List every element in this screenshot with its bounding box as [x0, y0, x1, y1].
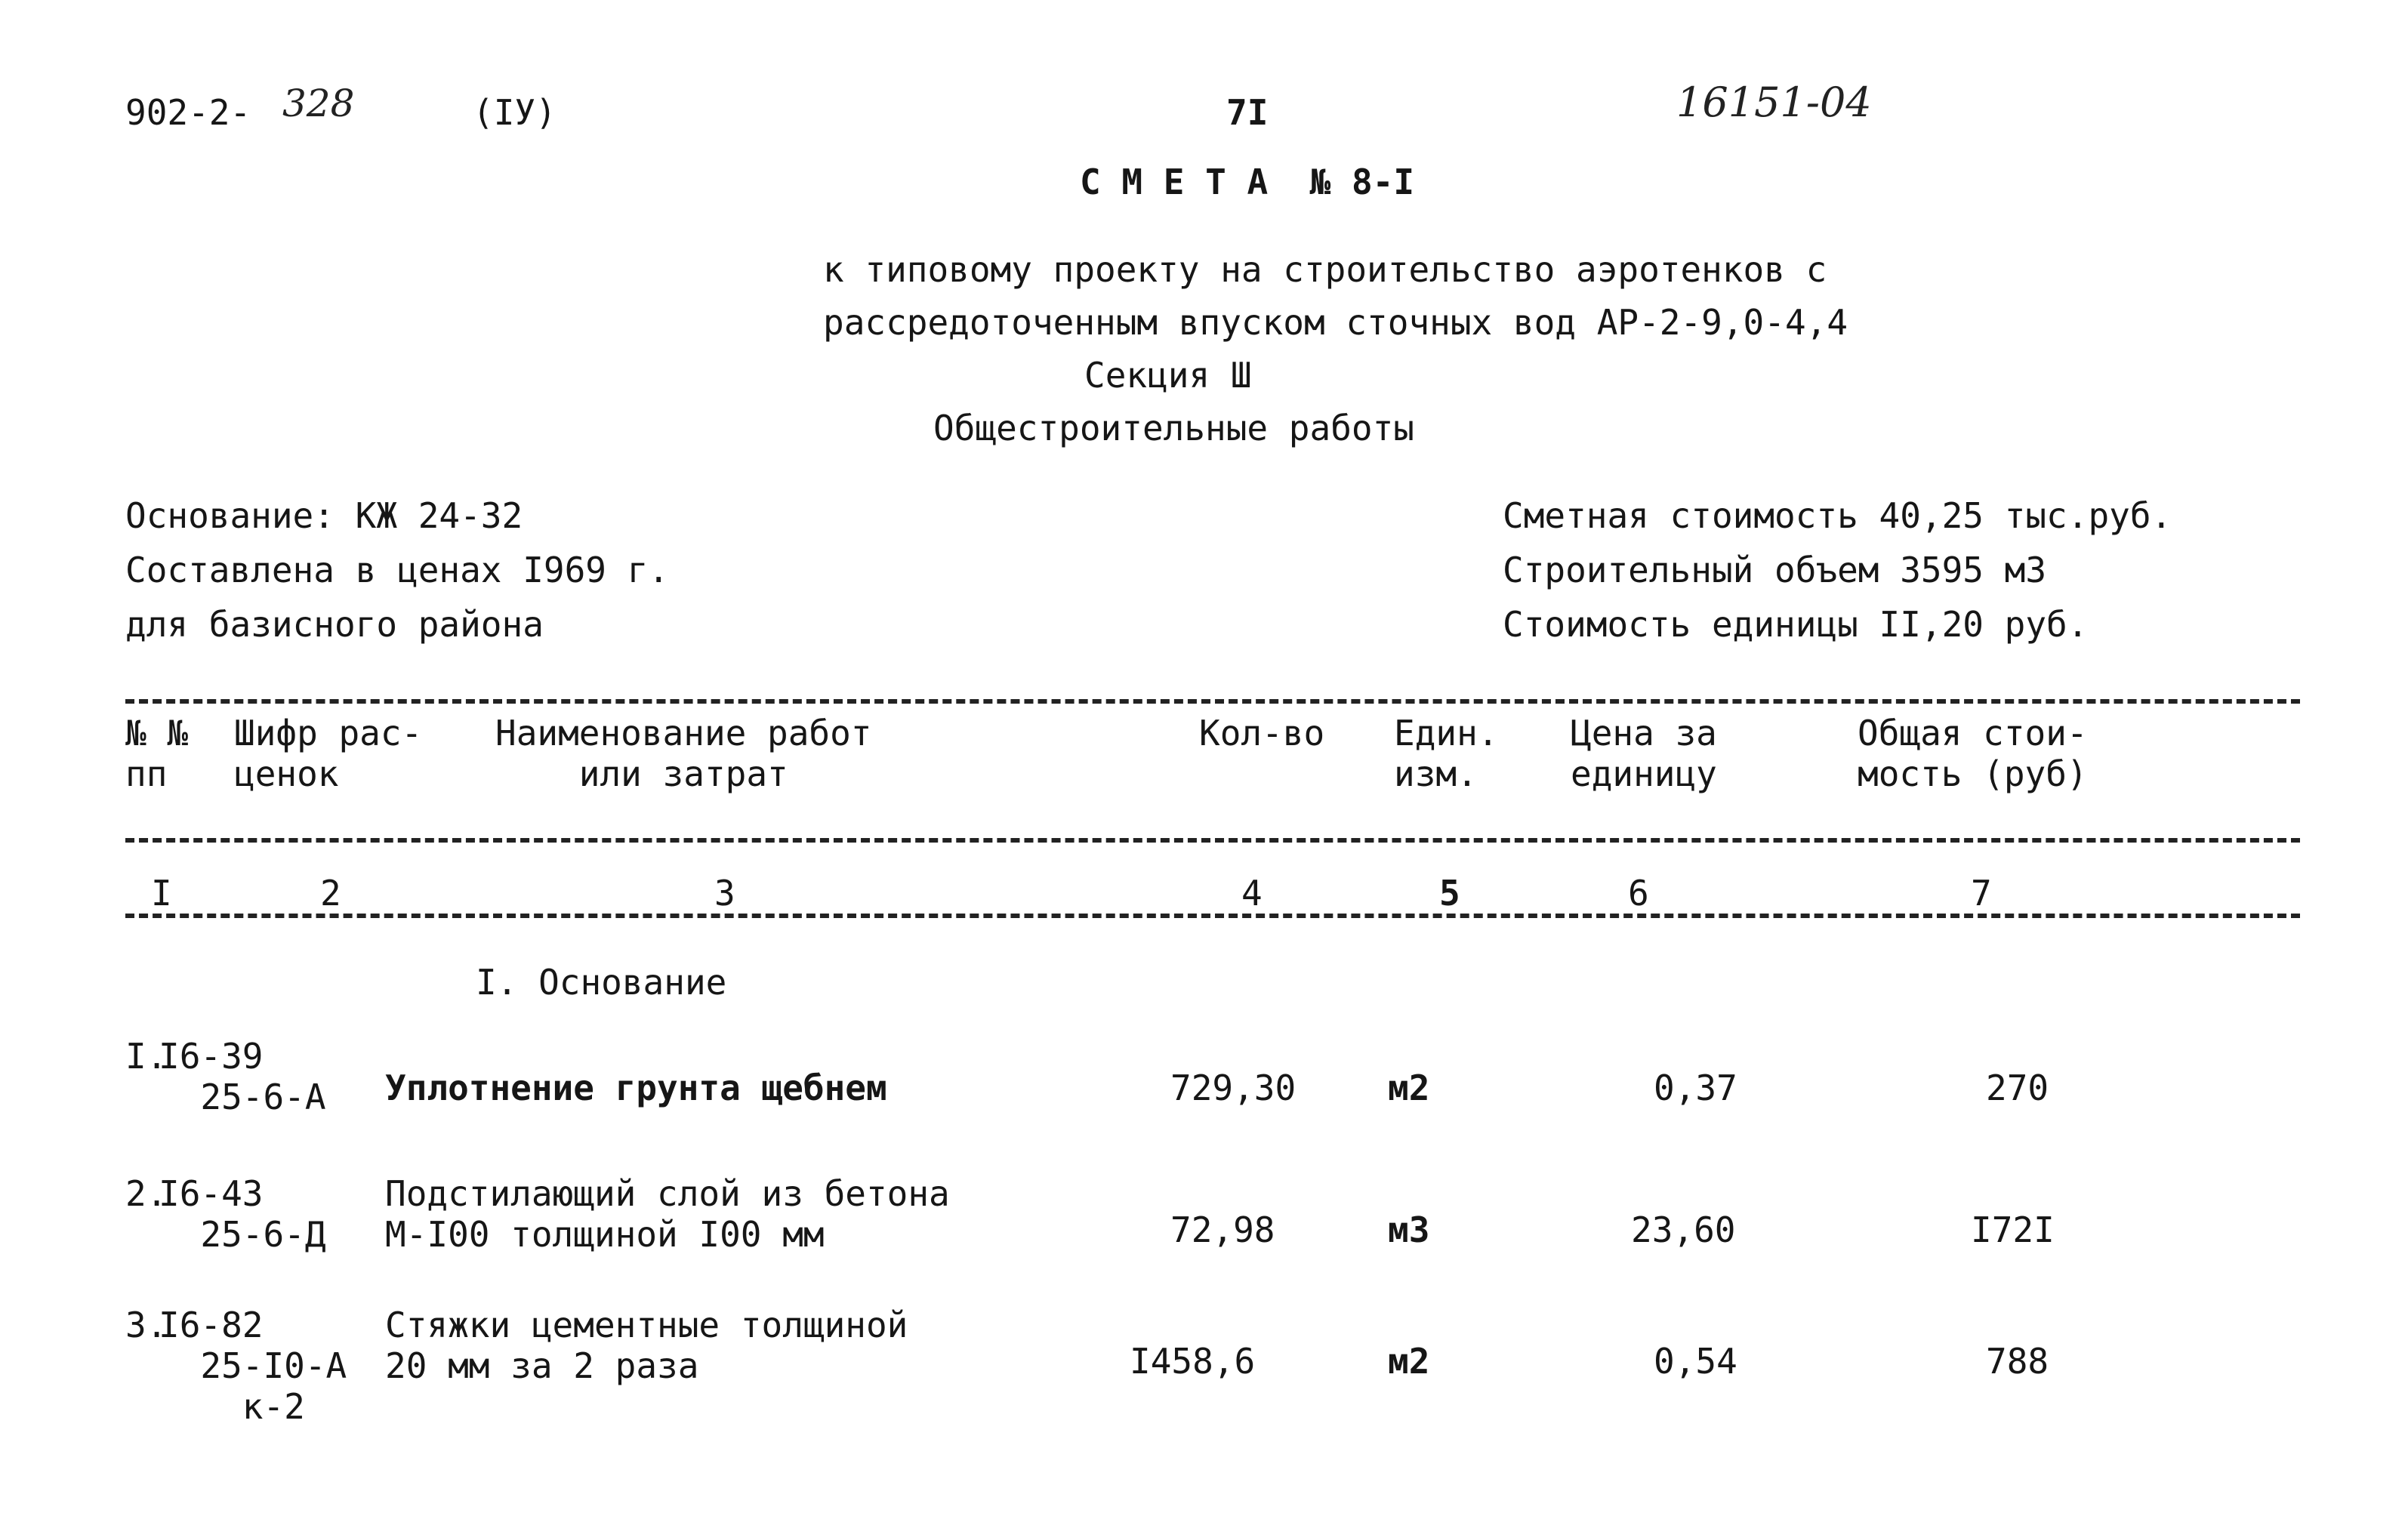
column-header-code: Шифр рас- ценок [234, 713, 423, 794]
column-number-4: 4 [1241, 873, 1263, 914]
document-code-handwritten: 16151-04 [1676, 79, 1872, 126]
row-1-code: I6-39 25-6-А [159, 1036, 326, 1117]
building-volume-line: Строительный объем 3595 м3 [1503, 550, 2047, 590]
series-code: 902-2- [125, 92, 251, 133]
estimate-title: С М Е Т А № 8-I [1080, 162, 1415, 202]
row-1-unit: м2 [1388, 1068, 1430, 1108]
row-2-number: 2. [125, 1173, 168, 1214]
title-line-1: к типовому проекту на строительство аэротенков с [823, 249, 1827, 290]
row-1-quantity: 729,30 [1170, 1068, 1296, 1108]
row-1-total: 270 [1986, 1068, 2049, 1108]
title-line-2: рассредоточенным впуском сточных вод АР-2-9,0-4,4 [823, 302, 1848, 343]
column-numbers-rule [125, 914, 2300, 918]
row-2-total: I72I [1971, 1209, 2055, 1250]
column-header-name: Наименование работ или затрат [495, 713, 872, 794]
section-heading: I. Основание [476, 962, 727, 1003]
row-2-unit: м3 [1388, 1209, 1430, 1250]
row-1-price: 0,37 [1654, 1068, 1737, 1108]
series-handwritten-number: 328 [282, 82, 355, 125]
page-number: 7I [1226, 92, 1269, 133]
row-3-name: Стяжки цементные толщиной 20 мм за 2 раза [385, 1305, 908, 1386]
estimated-cost-line: Сметная стоимость 40,25 тыс.руб. [1503, 495, 2172, 536]
column-header-number: № № пп [125, 713, 189, 794]
column-number-6: 6 [1628, 873, 1649, 914]
row-3-number: 3. [125, 1305, 168, 1345]
column-header-price: Цена за единицу [1571, 713, 1717, 794]
row-2-code: I6-43 25-6-Д [159, 1173, 326, 1255]
column-number-7: 7 [1971, 873, 1992, 914]
row-3-quantity: I458,6 [1130, 1341, 1256, 1382]
row-1-number: I. [125, 1036, 168, 1077]
volume-label: (IУ) [473, 92, 557, 133]
row-3-code: I6-82 25-I0-А к-2 [159, 1305, 347, 1427]
column-number-3: 3 [714, 873, 735, 914]
column-header-quantity: Кол-во [1199, 713, 1325, 753]
section-label: Секция Ш [1084, 355, 1252, 396]
row-2-price: 23,60 [1631, 1209, 1736, 1250]
column-header-unit: Един. изм. [1394, 713, 1499, 794]
unit-cost-line: Стоимость единицы II,20 руб. [1503, 604, 2089, 645]
row-1-name: Уплотнение грунта щебнем [385, 1068, 887, 1108]
works-label: Общестроительные работы [933, 408, 1414, 448]
row-3-unit: м2 [1388, 1341, 1430, 1382]
region-line: для базисного района [125, 604, 544, 645]
column-header-total: Общая стои- мость (руб) [1858, 713, 2088, 794]
table-top-rule [125, 699, 2300, 704]
header-bottom-rule [125, 838, 2300, 843]
row-3-price: 0,54 [1654, 1341, 1737, 1382]
basis-line: Основание: КЖ 24-32 [125, 495, 523, 536]
column-number-5: 5 [1439, 873, 1460, 914]
row-2-quantity: 72,98 [1170, 1209, 1275, 1250]
column-number-2: 2 [320, 873, 341, 914]
row-2-name: Подстилающий слой из бетона М-I00 толщиной I00 мм [385, 1173, 950, 1255]
prices-line: Составлена в ценах I969 г. [125, 550, 670, 590]
column-number-1: I [151, 873, 172, 914]
row-3-total: 788 [1986, 1341, 2049, 1382]
